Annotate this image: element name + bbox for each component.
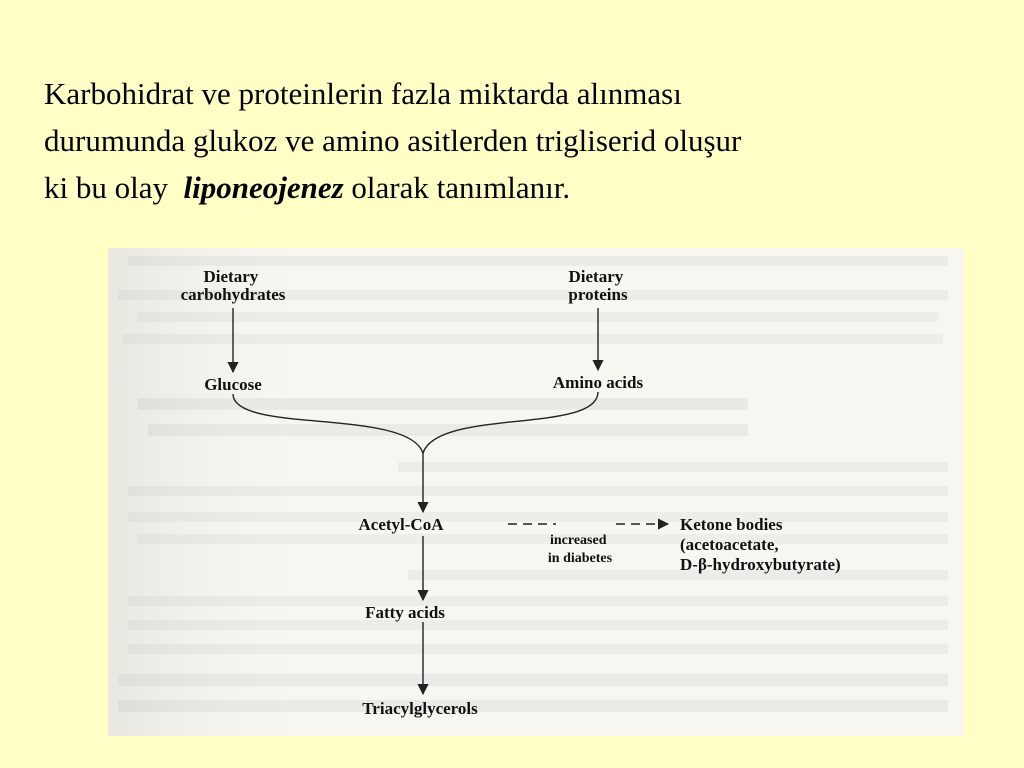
paragraph-line-3 [44, 164, 1004, 211]
ketone-bodies-line-2: (acetoacetate, [680, 535, 779, 554]
dietary-proteins-line-1: Dietary [568, 267, 624, 286]
paragraph-line-2: durumunda glukoz ve amino asitlerden trigliserid oluşur [44, 123, 742, 158]
ketone-bodies-line-3: D-β-hydroxybutyrate) [680, 555, 841, 574]
dietary-carbohydrates-line-1: Dietary [203, 267, 259, 286]
paragraph-line-3-start: ki bu olay [44, 170, 184, 205]
dietary-carbohydrates-line-2: carbohydrates [180, 285, 286, 304]
lipogenesis-pathway-figure [108, 248, 964, 736]
slide-paragraph [44, 70, 1004, 211]
glucose-node: Glucose [204, 375, 262, 394]
increased-label-line-1: increased [549, 533, 607, 548]
ketone-bodies-line-1: Ketone bodies [680, 515, 783, 534]
fatty-acids-node: Fatty acids [365, 603, 445, 622]
paragraph-line-1: Karbohidrat ve proteinlerin fazla miktarda alınması [44, 76, 682, 111]
liponeogenesis-term: liponeojenez [183, 170, 344, 205]
increased-label-line-2: in diabetes [547, 551, 613, 566]
paragraph-line-3-end: olarak tanımlanır. [343, 170, 571, 205]
pathway-diagram [108, 248, 964, 736]
dietary-proteins-line-2: proteins [568, 285, 628, 304]
amino-acids-node: Amino acids [552, 373, 644, 392]
triacylglycerols-node: Triacylglycerols [362, 699, 478, 718]
dietary-proteins-node [568, 267, 628, 304]
acetyl-coa-node: Acetyl-CoA [358, 515, 444, 534]
